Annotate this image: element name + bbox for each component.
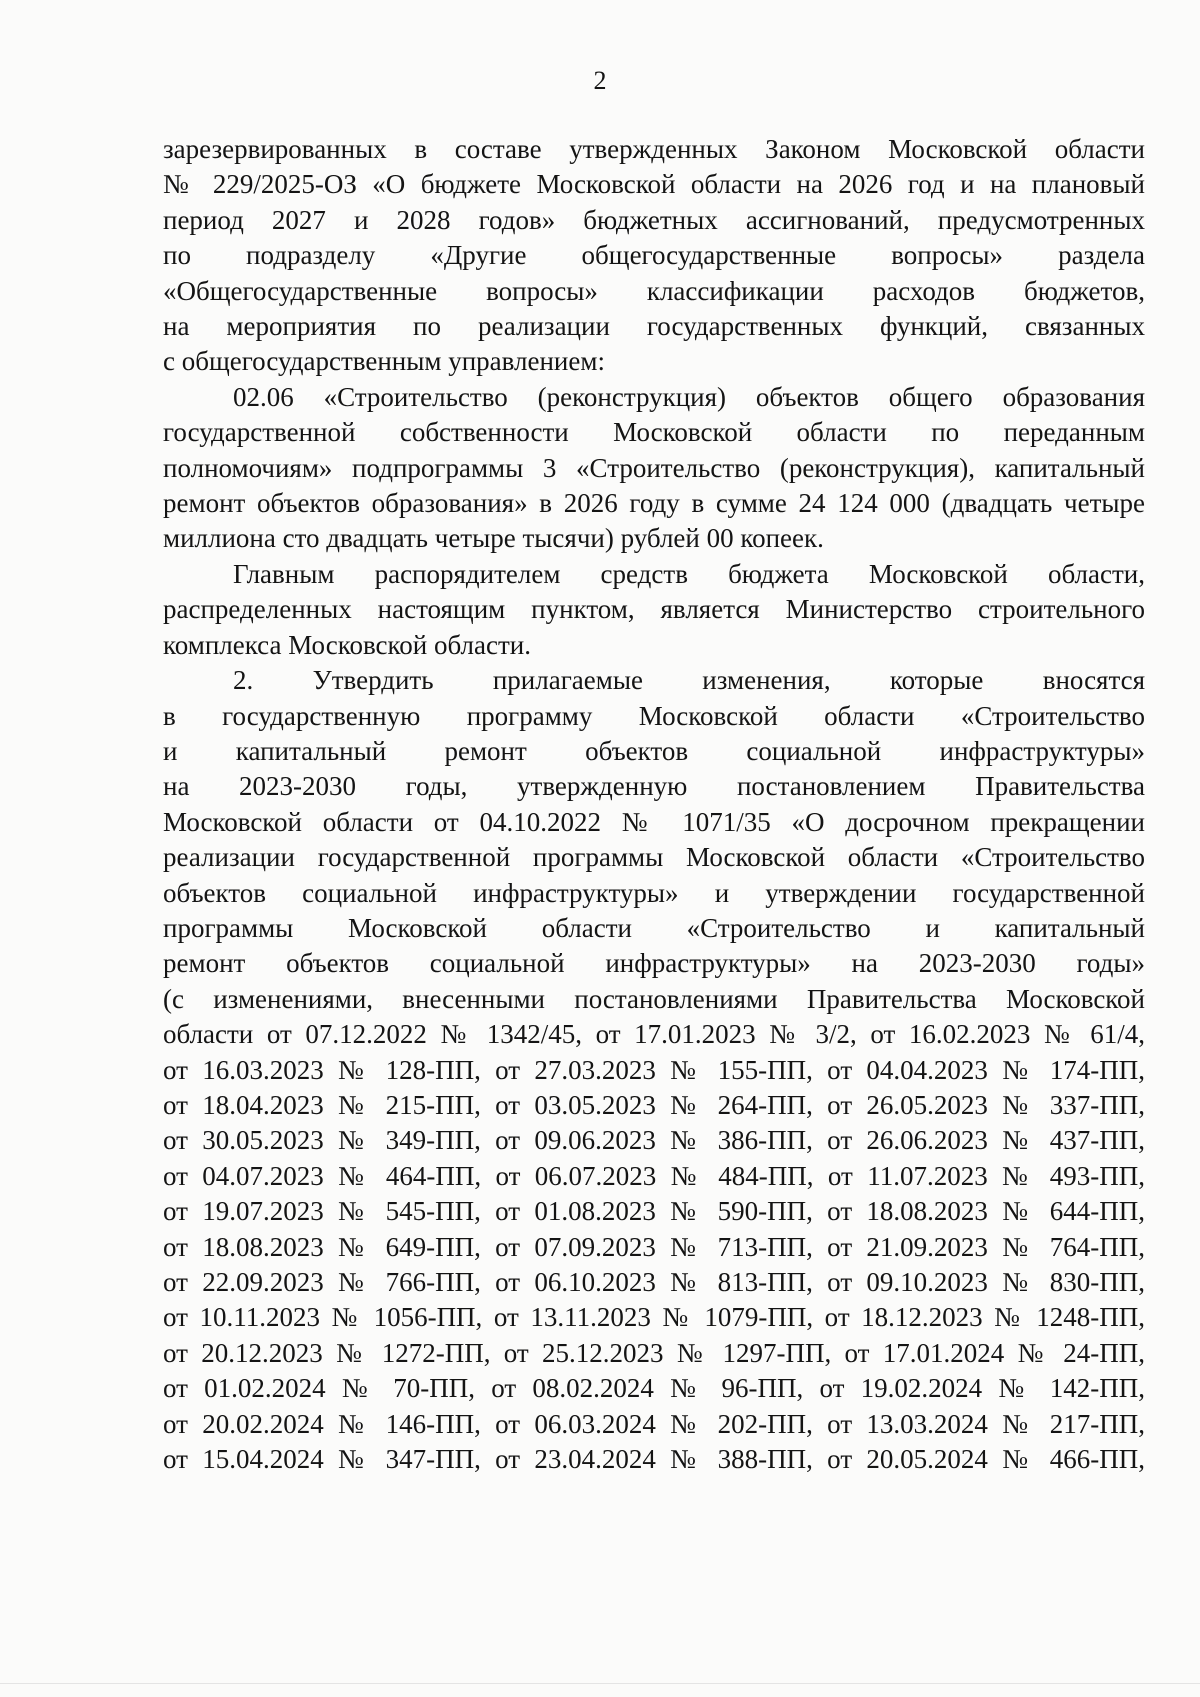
text-line: Московской области от 04.10.2022 № 1071/35 «О досрочном прекращении: [163, 806, 1145, 837]
text-line: комплекса Московской области.: [163, 629, 531, 660]
paragraph-reserved-allocations: [163, 132, 1145, 380]
text-line: (с изменениями, внесенными постановлениями Правительства Московской: [163, 983, 1145, 1014]
text-line: в государственную программу Московской области «Строительство: [163, 700, 1145, 731]
text-line: от 10.11.2023 № 1056-ПП, от 13.11.2023 № 1079-ПП, от 18.12.2023 № 1248-ПП,: [163, 1302, 1145, 1333]
text-line: от 20.12.2023 № 1272-ПП, от 25.12.2023 № 1297-ПП, от 17.01.2024 № 24-ПП,: [163, 1337, 1145, 1368]
page-number: 2: [593, 66, 607, 95]
text-line: № 229/2025-ОЗ «О бюджете Московской области на 2026 год и на плановый: [163, 169, 1145, 200]
text-line: ремонт объектов образования» в 2026 году в сумме 24 124 000 (двадцать четыре: [163, 488, 1145, 519]
paragraph-approve-changes: [163, 663, 1145, 1477]
text-line: «Общегосударственные вопросы» классификации расходов бюджетов,: [163, 275, 1145, 306]
text-line: зарезервированных в составе утвержденных Законом Московской области: [163, 134, 1145, 164]
text-line: распределенных настоящим пунктом, является Министерство строительного: [163, 594, 1145, 625]
text-line: от 22.09.2023 № 766-ПП, от 06.10.2023 № 813-ПП, от 09.10.2023 № 830-ПП,: [163, 1267, 1145, 1297]
text-line: от 04.07.2023 № 464-ПП, от 06.07.2023 № 484-ПП, от 11.07.2023 № 493-ПП,: [163, 1160, 1145, 1191]
text-line: государственной собственности Московской области по переданным: [163, 417, 1145, 448]
text-line: реализации государственной программы Московской области «Строительство: [163, 842, 1145, 873]
text-line: от 18.04.2023 № 215-ПП, от 03.05.2023 № 264-ПП, от 26.05.2023 № 337-ПП,: [163, 1089, 1145, 1120]
text-line: от 01.02.2024 № 70-ПП, от 08.02.2024 № 96-ПП, от 19.02.2024 № 142-ПП,: [163, 1373, 1145, 1404]
text-line: от 16.03.2023 № 128-ПП, от 27.03.2023 № 155-ПП, от 04.04.2023 № 174-ПП,: [163, 1054, 1145, 1085]
text-line: от 15.04.2024 № 347-ПП, от 23.04.2024 № 388-ПП, от 20.05.2024 № 466-ПП,: [163, 1444, 1145, 1475]
text-line: по подразделу «Другие общегосударственные вопросы» раздела: [163, 240, 1145, 271]
text-line: программы Московской области «Строительство и капитальный: [163, 912, 1145, 943]
text-line: 02.06 «Строительство (реконструкция) объектов общего образования: [233, 381, 1145, 412]
text-line: миллиона сто двадцать четыре тысячи) рублей 00 копеек.: [163, 523, 824, 554]
text-line: от 30.05.2023 № 349-ПП, от 09.06.2023 № 386-ПП, от 26.06.2023 № 437-ПП,: [163, 1125, 1145, 1156]
text-line: от 19.07.2023 № 545-ПП, от 01.08.2023 № 590-ПП, от 18.08.2023 № 644-ПП,: [163, 1196, 1145, 1227]
text-line: от 18.08.2023 № 649-ПП, от 07.09.2023 № 713-ПП, от 21.09.2023 № 764-ПП,: [163, 1231, 1145, 1262]
scan-artifact-line: [0, 1683, 1200, 1684]
text-line: с общегосударственным управлением:: [163, 346, 605, 377]
text-line: и капитальный ремонт объектов социальной инфраструктуры»: [163, 735, 1145, 766]
text-line: ремонт объектов социальной инфраструктуры» на 2023-2030 годы»: [163, 948, 1145, 979]
document-body: [163, 132, 1145, 1477]
text-line: период 2027 и 2028 годов» бюджетных ассигнований, предусмотренных: [163, 204, 1145, 235]
text-line: от 20.02.2024 № 146-ПП, от 06.03.2024 № 202-ПП, от 13.03.2024 № 217-ПП,: [163, 1408, 1145, 1439]
text-line: объектов социальной инфраструктуры» и утверждении государственной: [163, 877, 1145, 908]
text-line: полномочиям» подпрограммы 3 «Строительство (реконструкция), капитальный: [163, 452, 1145, 483]
text-line: области от 07.12.2022 № 1342/45, от 17.01.2023 № 3/2, от 16.02.2023 № 61/4,: [163, 1019, 1145, 1050]
text-line: на 2023-2030 годы, утвержденную постановлением Правительства: [163, 771, 1145, 802]
paragraph-chief-administrator: [163, 557, 1145, 663]
text-line: на мероприятия по реализации государственных функций, связанных: [163, 311, 1145, 342]
text-line: Главным распорядителем средств бюджета Московской области,: [233, 558, 1145, 589]
paragraph-construction-item: [163, 380, 1145, 557]
text-line: 2. Утвердить прилагаемые изменения, которые вносятся: [233, 665, 1145, 696]
